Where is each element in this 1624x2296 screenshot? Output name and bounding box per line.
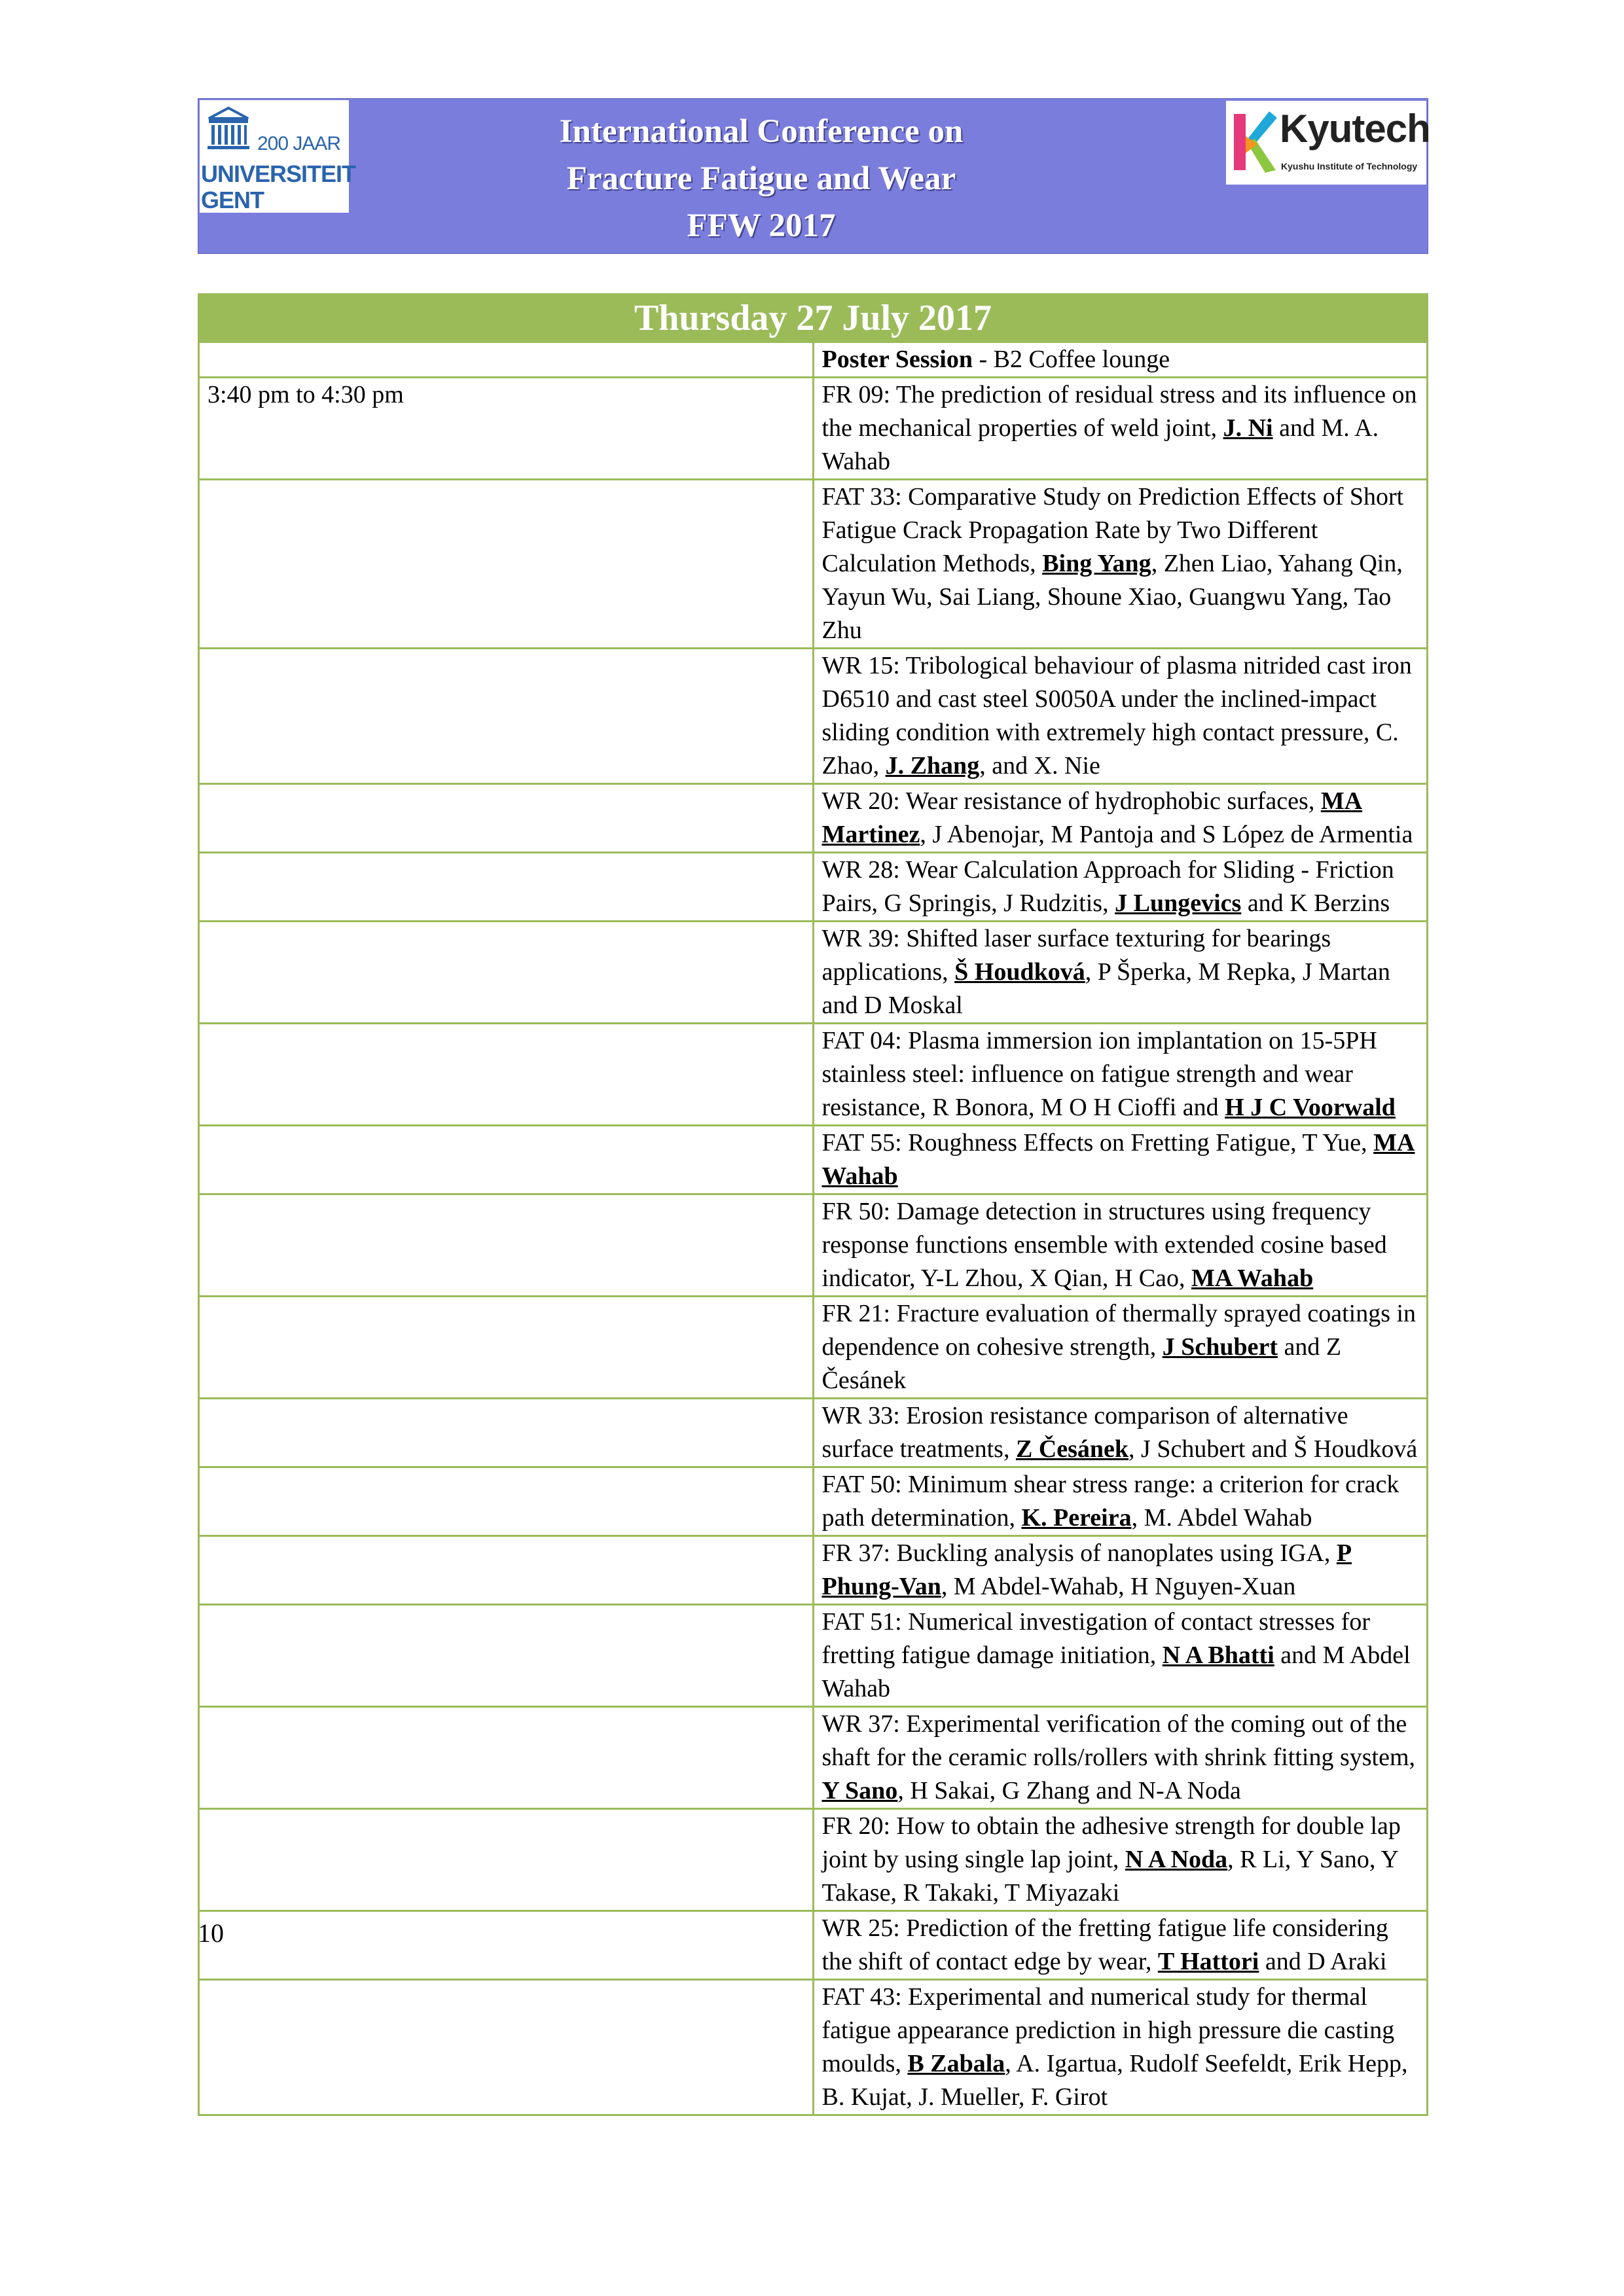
paper-title: WR 15: Tribological behaviour of plasma nitrided cast iron D6510 and cast steel S0050A under the inclined-impact sliding condition with extremely high contact pressure, C. Zhao,	[821, 652, 1412, 780]
paper-row	[199, 784, 1428, 853]
paper-row	[199, 1980, 1428, 2115]
time-cell-empty	[199, 1297, 814, 1399]
co-authors: , J Abenojar, M Pantoja and S López de Armentia	[920, 821, 1413, 848]
paper-title: WR 39: Shifted laser surface texturing for bearings applications,	[821, 925, 1331, 986]
paper-cell	[813, 1911, 1428, 1980]
conference-title	[395, 108, 1128, 249]
time-cell-empty	[199, 480, 814, 649]
paper-row	[199, 1194, 1428, 1297]
kyutech-logo-subtitle: Kyushu Institute of Technology	[1281, 161, 1418, 171]
paper-cell	[813, 1194, 1428, 1297]
co-authors: and D Araki	[1259, 1948, 1387, 1975]
day-title: Thursday 27 July 2017	[199, 295, 1428, 342]
ugent-logo-line3: GENT	[201, 187, 264, 213]
paper-title: WR 28: Wear Calculation Approach for Sliding - Friction Pairs, G Springis, J Rudzitis,	[821, 856, 1394, 917]
ugent-logo-line1: 200 JAAR	[257, 133, 341, 154]
time-cell-empty	[199, 922, 814, 1024]
paper-title: FAT 04: Plasma immersion ion implantation on 15-5PH stainless steel: influence on fatigue strength and wear resistance, R Bonora, M O H Cioffi and	[821, 1027, 1377, 1121]
presenting-author: J. Zhang	[885, 752, 980, 780]
paper-title: WR 20: Wear resistance of hydrophobic surfaces,	[821, 787, 1321, 815]
paper-row	[199, 1297, 1428, 1399]
title-line-1: International Conference on	[559, 113, 964, 150]
paper-title: FAT 43: Experimental and numerical study for thermal fatigue appearance prediction in high pressure die casting moulds,	[821, 1983, 1395, 2077]
presenting-author: T Hattori	[1157, 1948, 1259, 1975]
session-time: 3:40 pm to 4:30 pm	[199, 378, 814, 480]
paper-row	[199, 853, 1428, 922]
paper-cell	[813, 784, 1428, 853]
presenting-author: MA Wahab	[821, 1129, 1415, 1190]
paper-cell	[813, 1024, 1428, 1126]
kyutech-logo-name: Kyutech	[1280, 107, 1430, 151]
paper-cell	[813, 922, 1428, 1024]
paper-title: FAT 33: Comparative Study on Prediction Effects of Short Fatigue Crack Propagation Rate by Two Different Calculation Methods,	[821, 483, 1404, 577]
presenting-author: J. Ni	[1223, 414, 1273, 442]
paper-row	[199, 378, 1428, 480]
presenting-author: Š Houdková	[954, 958, 1085, 986]
session-cell	[813, 342, 1428, 378]
time-cell-empty	[199, 1194, 814, 1297]
paper-cell	[813, 1297, 1428, 1399]
paper-cell	[813, 1399, 1428, 1467]
paper-cell	[813, 1707, 1428, 1809]
paper-row	[199, 1911, 1428, 1980]
ghent-university-logo	[200, 100, 356, 213]
schedule-table	[198, 293, 1428, 2116]
paper-title: FAT 50: Minimum shear stress range: a criterion for crack path determination,	[821, 1471, 1399, 1532]
time-cell-empty	[199, 1707, 814, 1809]
presenting-author: Y Sano	[821, 1777, 898, 1804]
presenting-author: N A Noda	[1125, 1846, 1228, 1873]
co-authors: and Z Česánek	[821, 1333, 1342, 1394]
presenting-author: K. Pereira	[1021, 1504, 1132, 1532]
paper-title: FR 09: The prediction of residual stress and its influence on the mechanical properties of weld joint,	[821, 381, 1417, 442]
co-authors: , R Li, Y Sano, Y Takase, R Takaki, T Miyazaki	[821, 1846, 1398, 1907]
presenting-author: N A Bhatti	[1162, 1641, 1274, 1669]
time-cell-empty	[199, 1911, 814, 1980]
time-cell-empty	[199, 1605, 814, 1707]
presenting-author: Z Česánek	[1015, 1435, 1129, 1463]
paper-row	[199, 1536, 1428, 1605]
paper-title: FR 21: Fracture evaluation of thermally sprayed coatings in dependence on cohesive strength,	[821, 1300, 1416, 1361]
paper-row	[199, 1605, 1428, 1707]
time-cell-empty	[199, 1467, 814, 1536]
page-number: 10	[198, 1918, 224, 1948]
paper-title: WR 33: Erosion resistance comparison of alternative surface treatments,	[821, 1402, 1348, 1463]
paper-row	[199, 922, 1428, 1024]
presenting-author: J Lungevics	[1115, 889, 1242, 917]
session-label: Poster Session	[821, 346, 973, 373]
paper-cell	[813, 853, 1428, 922]
university-building-icon	[202, 104, 255, 156]
paper-cell	[813, 480, 1428, 649]
co-authors: , J Schubert and Š Houdková	[1128, 1435, 1418, 1463]
co-authors: , Zhen Liao, Yahang Qin, Yayun Wu, Sai Liang, Shoune Xiao, Guangwu Yang, Tao Zhu	[821, 550, 1403, 644]
presenting-author: Bing Yang	[1042, 550, 1151, 577]
presenting-author: J Schubert	[1162, 1333, 1278, 1361]
co-authors: and K Berzins	[1241, 889, 1390, 917]
paper-cell	[813, 378, 1428, 480]
paper-title: FAT 55: Roughness Effects on Fretting Fatigue, T Yue,	[821, 1129, 1374, 1157]
kyutech-k-mark-icon	[1231, 107, 1277, 177]
presenting-author: MA Martinez	[821, 787, 1363, 848]
time-cell-empty	[199, 784, 814, 853]
paper-row	[199, 480, 1428, 649]
time-cell-empty	[199, 1126, 814, 1194]
ugent-logo-line2: UNIVERSITEIT	[201, 160, 356, 187]
paper-title: WR 37: Experimental verification of the coming out of the shaft for the ceramic rolls/rollers with shrink fitting system,	[821, 1710, 1416, 1771]
paper-cell	[813, 1536, 1428, 1605]
time-cell-empty	[199, 1536, 814, 1605]
paper-cell	[813, 1126, 1428, 1194]
session-location: - B2 Coffee lounge	[972, 346, 1170, 373]
co-authors: and M Abdel Wahab	[821, 1641, 1411, 1702]
paper-cell	[813, 1467, 1428, 1536]
paper-cell	[813, 1980, 1428, 2115]
paper-row	[199, 1707, 1428, 1809]
paper-cell	[813, 1605, 1428, 1707]
day-header-row	[199, 295, 1428, 342]
time-cell-empty	[199, 1399, 814, 1467]
presenting-author: H J C Voorwald	[1225, 1094, 1396, 1121]
co-authors: , M. Abdel Wahab	[1131, 1504, 1312, 1532]
paper-title: FR 37: Buckling analysis of nanoplates using IGA,	[821, 1539, 1337, 1567]
time-cell-empty	[199, 342, 814, 378]
presenting-author: P Phung-Van	[821, 1539, 1352, 1600]
paper-title: FR 50: Damage detection in structures using frequency response functions ensemble with extended cosine based indicator, Y-L Zhou, X Qian, H Cao,	[821, 1198, 1387, 1292]
presenting-author: MA Wahab	[1191, 1265, 1314, 1292]
co-authors: , and X. Nie	[979, 752, 1100, 780]
co-authors: , P Šperka, M Repka, J Martan and D Moskal	[821, 958, 1390, 1019]
time-cell-empty	[199, 649, 814, 784]
conference-banner	[198, 98, 1428, 254]
paper-row	[199, 649, 1428, 784]
co-authors: , A. Igartua, Rudolf Seefeldt, Erik Hepp, B. Kujat, J. Mueller, F. Girot	[821, 2050, 1408, 2111]
co-authors: and M. A. Wahab	[821, 414, 1379, 475]
paper-row	[199, 1024, 1428, 1126]
paper-row	[199, 1126, 1428, 1194]
paper-title: FAT 51: Numerical investigation of contact stresses for fretting fatigue damage initiation,	[821, 1608, 1371, 1669]
title-line-2: Fracture Fatigue and Wear	[566, 160, 956, 197]
title-line-3: FFW 2017	[687, 207, 836, 244]
kyutech-logo	[1226, 101, 1430, 185]
paper-title: FR 20: How to obtain the adhesive strength for double lap joint by using single lap joint,	[821, 1812, 1401, 1873]
paper-row	[199, 1809, 1428, 1911]
time-cell-empty	[199, 853, 814, 922]
session-row	[199, 342, 1428, 378]
paper-cell	[813, 1809, 1428, 1911]
time-cell-empty	[199, 1809, 814, 1911]
paper-cell	[813, 649, 1428, 784]
paper-row	[199, 1467, 1428, 1536]
paper-title: WR 25: Prediction of the fretting fatigue life considering the shift of contact edge by wear,	[821, 1914, 1388, 1975]
time-cell-empty	[199, 1024, 814, 1126]
time-cell-empty	[199, 1980, 814, 2115]
paper-row	[199, 1399, 1428, 1467]
presenting-author: B Zabala	[907, 2050, 1005, 2077]
co-authors: , M Abdel-Wahab, H Nguyen-Xuan	[941, 1573, 1296, 1600]
co-authors: , H Sakai, G Zhang and N-A Noda	[897, 1777, 1241, 1804]
